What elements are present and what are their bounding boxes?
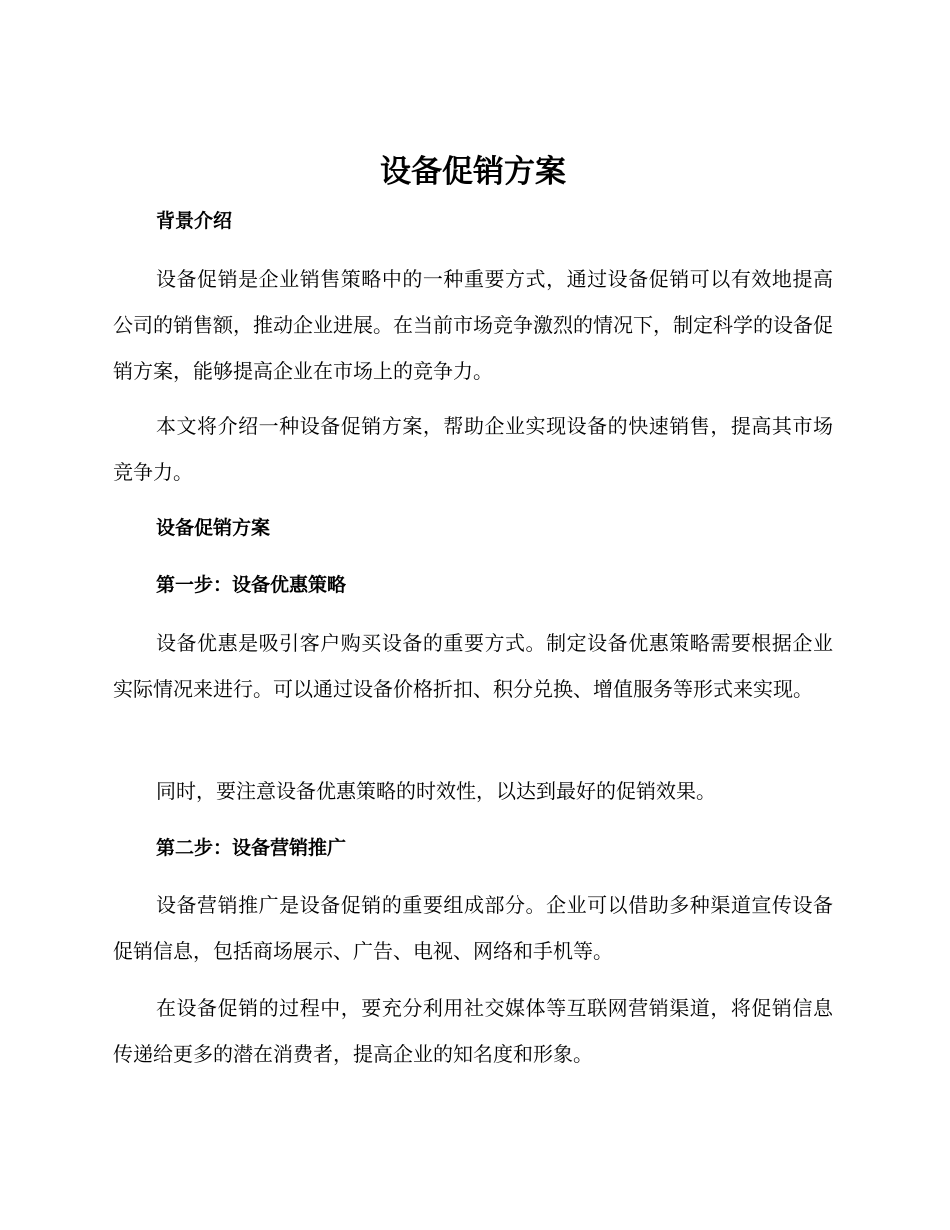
section-heading-background: 背景介绍 bbox=[156, 210, 233, 232]
section-heading-step1: 第一步：设备优惠策略 bbox=[156, 574, 347, 596]
paragraph-background-1: 设备促销是企业销售策略中的一种重要方式，通过设备促销可以有效地提高公司的销售额，推动企业进展。在当前市场竞争激烈的情况下，制定科学的设备促销方案，能够提高企业在市场上的竞争力。 bbox=[113, 267, 833, 383]
paragraph-background-2: 本文将介绍一种设备促销方案，帮助企业实现设备的快速销售，提高其市场竞争力。 bbox=[113, 414, 833, 484]
section-heading-plan: 设备促销方案 bbox=[156, 517, 271, 539]
section-heading-step2: 第二步：设备营销推广 bbox=[156, 837, 347, 859]
document-title: 设备促销方案 bbox=[380, 154, 566, 190]
paragraph-step2-1: 设备营销推广是设备促销的重要组成部分。企业可以借助多种渠道宣传设备促销信息，包括商场展示、广告、电视、网络和手机等。 bbox=[113, 893, 833, 963]
paragraph-step1-1: 设备优惠是吸引客户购买设备的重要方式。制定设备优惠策略需要根据企业实际情况来进行。可以通过设备价格折扣、积分兑换、增值服务等形式来实现。 bbox=[113, 631, 833, 701]
paragraph-step1-2: 同时，要注意设备优惠策略的时效性，以达到最好的促销效果。 bbox=[156, 779, 716, 803]
paragraph-step2-2: 在设备促销的过程中，要充分利用社交媒体等互联网营销渠道，将促销信息传递给更多的潜在消费者，提高企业的知名度和形象。 bbox=[113, 996, 833, 1066]
